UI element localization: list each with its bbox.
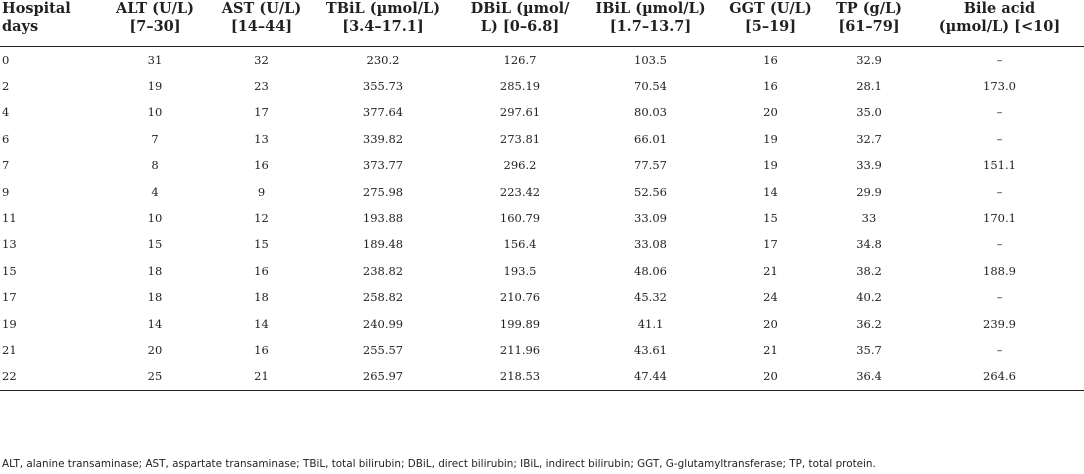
- table-cell: 18: [254, 290, 269, 305]
- table-cell: 15: [763, 211, 778, 226]
- table-cell: –: [996, 52, 1003, 67]
- table-cell: 377.64: [362, 105, 404, 120]
- table-cell: 188.9: [983, 263, 1016, 278]
- column-header-line1: TBiL (µmol/L): [325, 0, 441, 17]
- table-cell: 34.8: [856, 237, 882, 252]
- table-cell: 33.9: [856, 158, 882, 173]
- table-cell: 17: [763, 237, 778, 252]
- table-cell: 38.2: [856, 263, 882, 278]
- column-header-line2: L) [0–6.8]: [480, 18, 560, 35]
- table-row: [0, 152, 1084, 178]
- table-row: [0, 284, 1084, 310]
- table-cell: 20: [718, 363, 823, 390]
- table-cell: 173.0: [983, 79, 1016, 94]
- table-cell: 297.61: [499, 105, 541, 120]
- column-header-line1: AST (U/L): [221, 0, 302, 17]
- column-header: [823, 0, 915, 46]
- table-cell: 160.79: [499, 211, 541, 226]
- table-cell: 9: [257, 184, 266, 199]
- column-header-line2: days: [2, 18, 39, 35]
- table-cell: –: [996, 131, 1003, 146]
- table-cell: 33.09: [634, 211, 667, 226]
- table-cell: 193.88: [362, 211, 404, 226]
- table-cell: 14: [763, 184, 778, 199]
- column-header: [457, 0, 583, 46]
- table-cell: 264.6: [915, 363, 1084, 390]
- table-cell: 18: [147, 290, 163, 305]
- table-cell: 193.5: [503, 263, 537, 278]
- column-header-line1: DBiL (µmol/: [470, 0, 570, 17]
- column-header-line1: ALT (U/L): [116, 0, 194, 17]
- table-cell: 151.1: [983, 158, 1016, 173]
- table-cell: 20: [763, 105, 778, 120]
- table-cell: 285.19: [499, 79, 541, 94]
- header-row: [0, 0, 1084, 46]
- table-body: [0, 46, 1084, 390]
- table-cell: 31: [147, 52, 163, 67]
- table-cell: 21: [2, 342, 17, 357]
- table-cell: 15: [254, 237, 269, 252]
- table-cell: 25: [96, 363, 214, 390]
- column-header: [0, 0, 96, 46]
- table-cell: 36.2: [856, 316, 882, 331]
- table-cell: 20: [763, 316, 778, 331]
- table-cell: 16: [763, 79, 778, 94]
- table-cell: 16: [254, 158, 269, 173]
- table-cell: 240.99: [362, 316, 404, 331]
- column-header-line1: Hospital: [2, 0, 71, 17]
- table-cell: –: [996, 290, 1003, 305]
- table-cell: –: [996, 237, 1003, 252]
- table-cell: 36.4: [823, 363, 915, 390]
- table-row: [0, 99, 1084, 125]
- table-cell: 265.97: [309, 363, 457, 390]
- table-cell: 32.7: [856, 131, 882, 146]
- table-cell: 15: [147, 237, 163, 252]
- table-cell: 29.9: [856, 184, 882, 199]
- table-cell: 11: [2, 211, 17, 226]
- table-cell: 16: [254, 342, 269, 357]
- table-cell: 22: [0, 363, 96, 390]
- table-cell: 4: [2, 105, 10, 120]
- table-cell: 80.03: [634, 105, 667, 120]
- table-row: [0, 258, 1084, 284]
- table-cell: 218.53: [457, 363, 583, 390]
- column-header-line1: GGT (U/L): [729, 0, 812, 17]
- table-cell: 41.1: [637, 316, 664, 331]
- column-header: [915, 0, 1084, 46]
- table-cell: 19: [147, 79, 163, 94]
- table-cell: 2: [2, 79, 10, 94]
- table-cell: 6: [2, 131, 10, 146]
- table-cell: 296.2: [503, 158, 537, 173]
- table-footnote: ALT, alanine transaminase; AST, aspartate transaminase; TBiL, total bilirubin; DBiL, direct bilirubin; IBiL, indirect bilirubin; GGT, G-glutamyltransferase; TP, total protein.: [2, 458, 876, 470]
- table-cell: 199.89: [499, 316, 541, 331]
- table-cell: 19: [763, 158, 778, 173]
- table-cell: 230.2: [366, 52, 400, 67]
- table-cell: 21: [214, 363, 309, 390]
- column-header-line2: [5–19]: [744, 18, 797, 35]
- table-row: [0, 73, 1084, 99]
- column-header-line2: [14–44]: [230, 18, 293, 35]
- table-cell: 48.06: [634, 263, 667, 278]
- table-cell: 210.76: [499, 290, 541, 305]
- table-row: [0, 337, 1084, 363]
- table-cell: 103.5: [634, 52, 667, 67]
- table-cell: 20: [147, 342, 163, 357]
- table-cell: 189.48: [362, 237, 404, 252]
- table-cell: 258.82: [362, 290, 404, 305]
- table-row: [0, 310, 1084, 336]
- table-cell: 17: [254, 105, 269, 120]
- table-row: [0, 231, 1084, 257]
- column-header: [214, 0, 309, 46]
- table-cell: 66.01: [634, 131, 667, 146]
- table-cell: 355.73: [362, 79, 404, 94]
- table-row: [0, 363, 1084, 390]
- table-cell: 339.82: [362, 131, 404, 146]
- table-cell: 273.81: [499, 131, 541, 146]
- table-cell: 7: [2, 158, 10, 173]
- table-row: [0, 178, 1084, 204]
- column-header: [583, 0, 718, 46]
- table-cell: 16: [254, 263, 269, 278]
- table-cell: 23: [254, 79, 269, 94]
- column-header-line1: IBiL (µmol/L): [595, 0, 706, 17]
- table-cell: 21: [763, 342, 778, 357]
- table-cell: 12: [254, 211, 269, 226]
- table-cell: 28.1: [856, 79, 882, 94]
- table-cell: 10: [147, 211, 163, 226]
- table-row: [0, 205, 1084, 231]
- table-cell: 13: [254, 131, 269, 146]
- table-cell: 13: [2, 237, 17, 252]
- table-row: [0, 126, 1084, 152]
- table-cell: –: [996, 342, 1003, 357]
- table-cell: 255.57: [362, 342, 404, 357]
- table-row: [0, 46, 1084, 73]
- table-cell: 19: [763, 131, 778, 146]
- table-cell: 40.2: [856, 290, 882, 305]
- column-header-line2: [1.7–13.7]: [609, 18, 692, 35]
- table-cell: 14: [147, 316, 163, 331]
- column-header-line1: TP (g/L): [835, 0, 903, 17]
- column-header-line1: Bile acid: [963, 0, 1036, 17]
- table-cell: 14: [254, 316, 269, 331]
- table-cell: –: [996, 184, 1003, 199]
- table-cell: 156.4: [503, 237, 537, 252]
- table-cell: 7: [151, 131, 159, 146]
- table-cell: 4: [151, 184, 159, 199]
- table-cell: 275.98: [362, 184, 404, 199]
- column-header-line2: [3.4–17.1]: [342, 18, 424, 35]
- table-cell: –: [996, 105, 1003, 120]
- table-cell: 16: [763, 52, 778, 67]
- table-cell: 47.44: [583, 363, 718, 390]
- table-cell: 70.54: [634, 79, 667, 94]
- table-cell: 170.1: [983, 211, 1016, 226]
- column-header-line2: [7–30]: [129, 18, 181, 35]
- table-cell: 15: [2, 263, 17, 278]
- table-cell: 126.7: [503, 52, 537, 67]
- table-cell: 24: [763, 290, 778, 305]
- column-header: [309, 0, 457, 46]
- table-cell: 10: [147, 105, 163, 120]
- table-cell: 238.82: [362, 263, 404, 278]
- table-cell: 211.96: [499, 342, 541, 357]
- table-cell: 77.57: [634, 158, 667, 173]
- column-header-line2: [61–79]: [838, 18, 900, 35]
- table-cell: 17: [2, 290, 17, 305]
- table-cell: 19: [2, 316, 17, 331]
- table-cell: 239.9: [983, 316, 1016, 331]
- table-cell: 32.9: [856, 52, 882, 67]
- column-header-line2: (µmol/L) [<10]: [938, 18, 1061, 35]
- column-header: [718, 0, 823, 46]
- table-header: [0, 0, 1084, 46]
- table-cell: 33.08: [634, 237, 667, 252]
- table-cell: 35.7: [856, 342, 882, 357]
- table-cell: 8: [151, 158, 159, 173]
- table-cell: 33: [861, 211, 877, 226]
- table-cell: 35.0: [856, 105, 882, 120]
- table-cell: 0: [2, 52, 10, 67]
- table-cell: 52.56: [634, 184, 667, 199]
- table-cell: 43.61: [634, 342, 667, 357]
- table-cell: 9: [2, 184, 10, 199]
- table-cell: 18: [147, 263, 163, 278]
- table-cell: 373.77: [362, 158, 404, 173]
- table-cell: 32: [254, 52, 269, 67]
- table-cell: 223.42: [499, 184, 541, 199]
- table-cell: 21: [763, 263, 778, 278]
- column-header: [96, 0, 214, 46]
- table-cell: 45.32: [634, 290, 667, 305]
